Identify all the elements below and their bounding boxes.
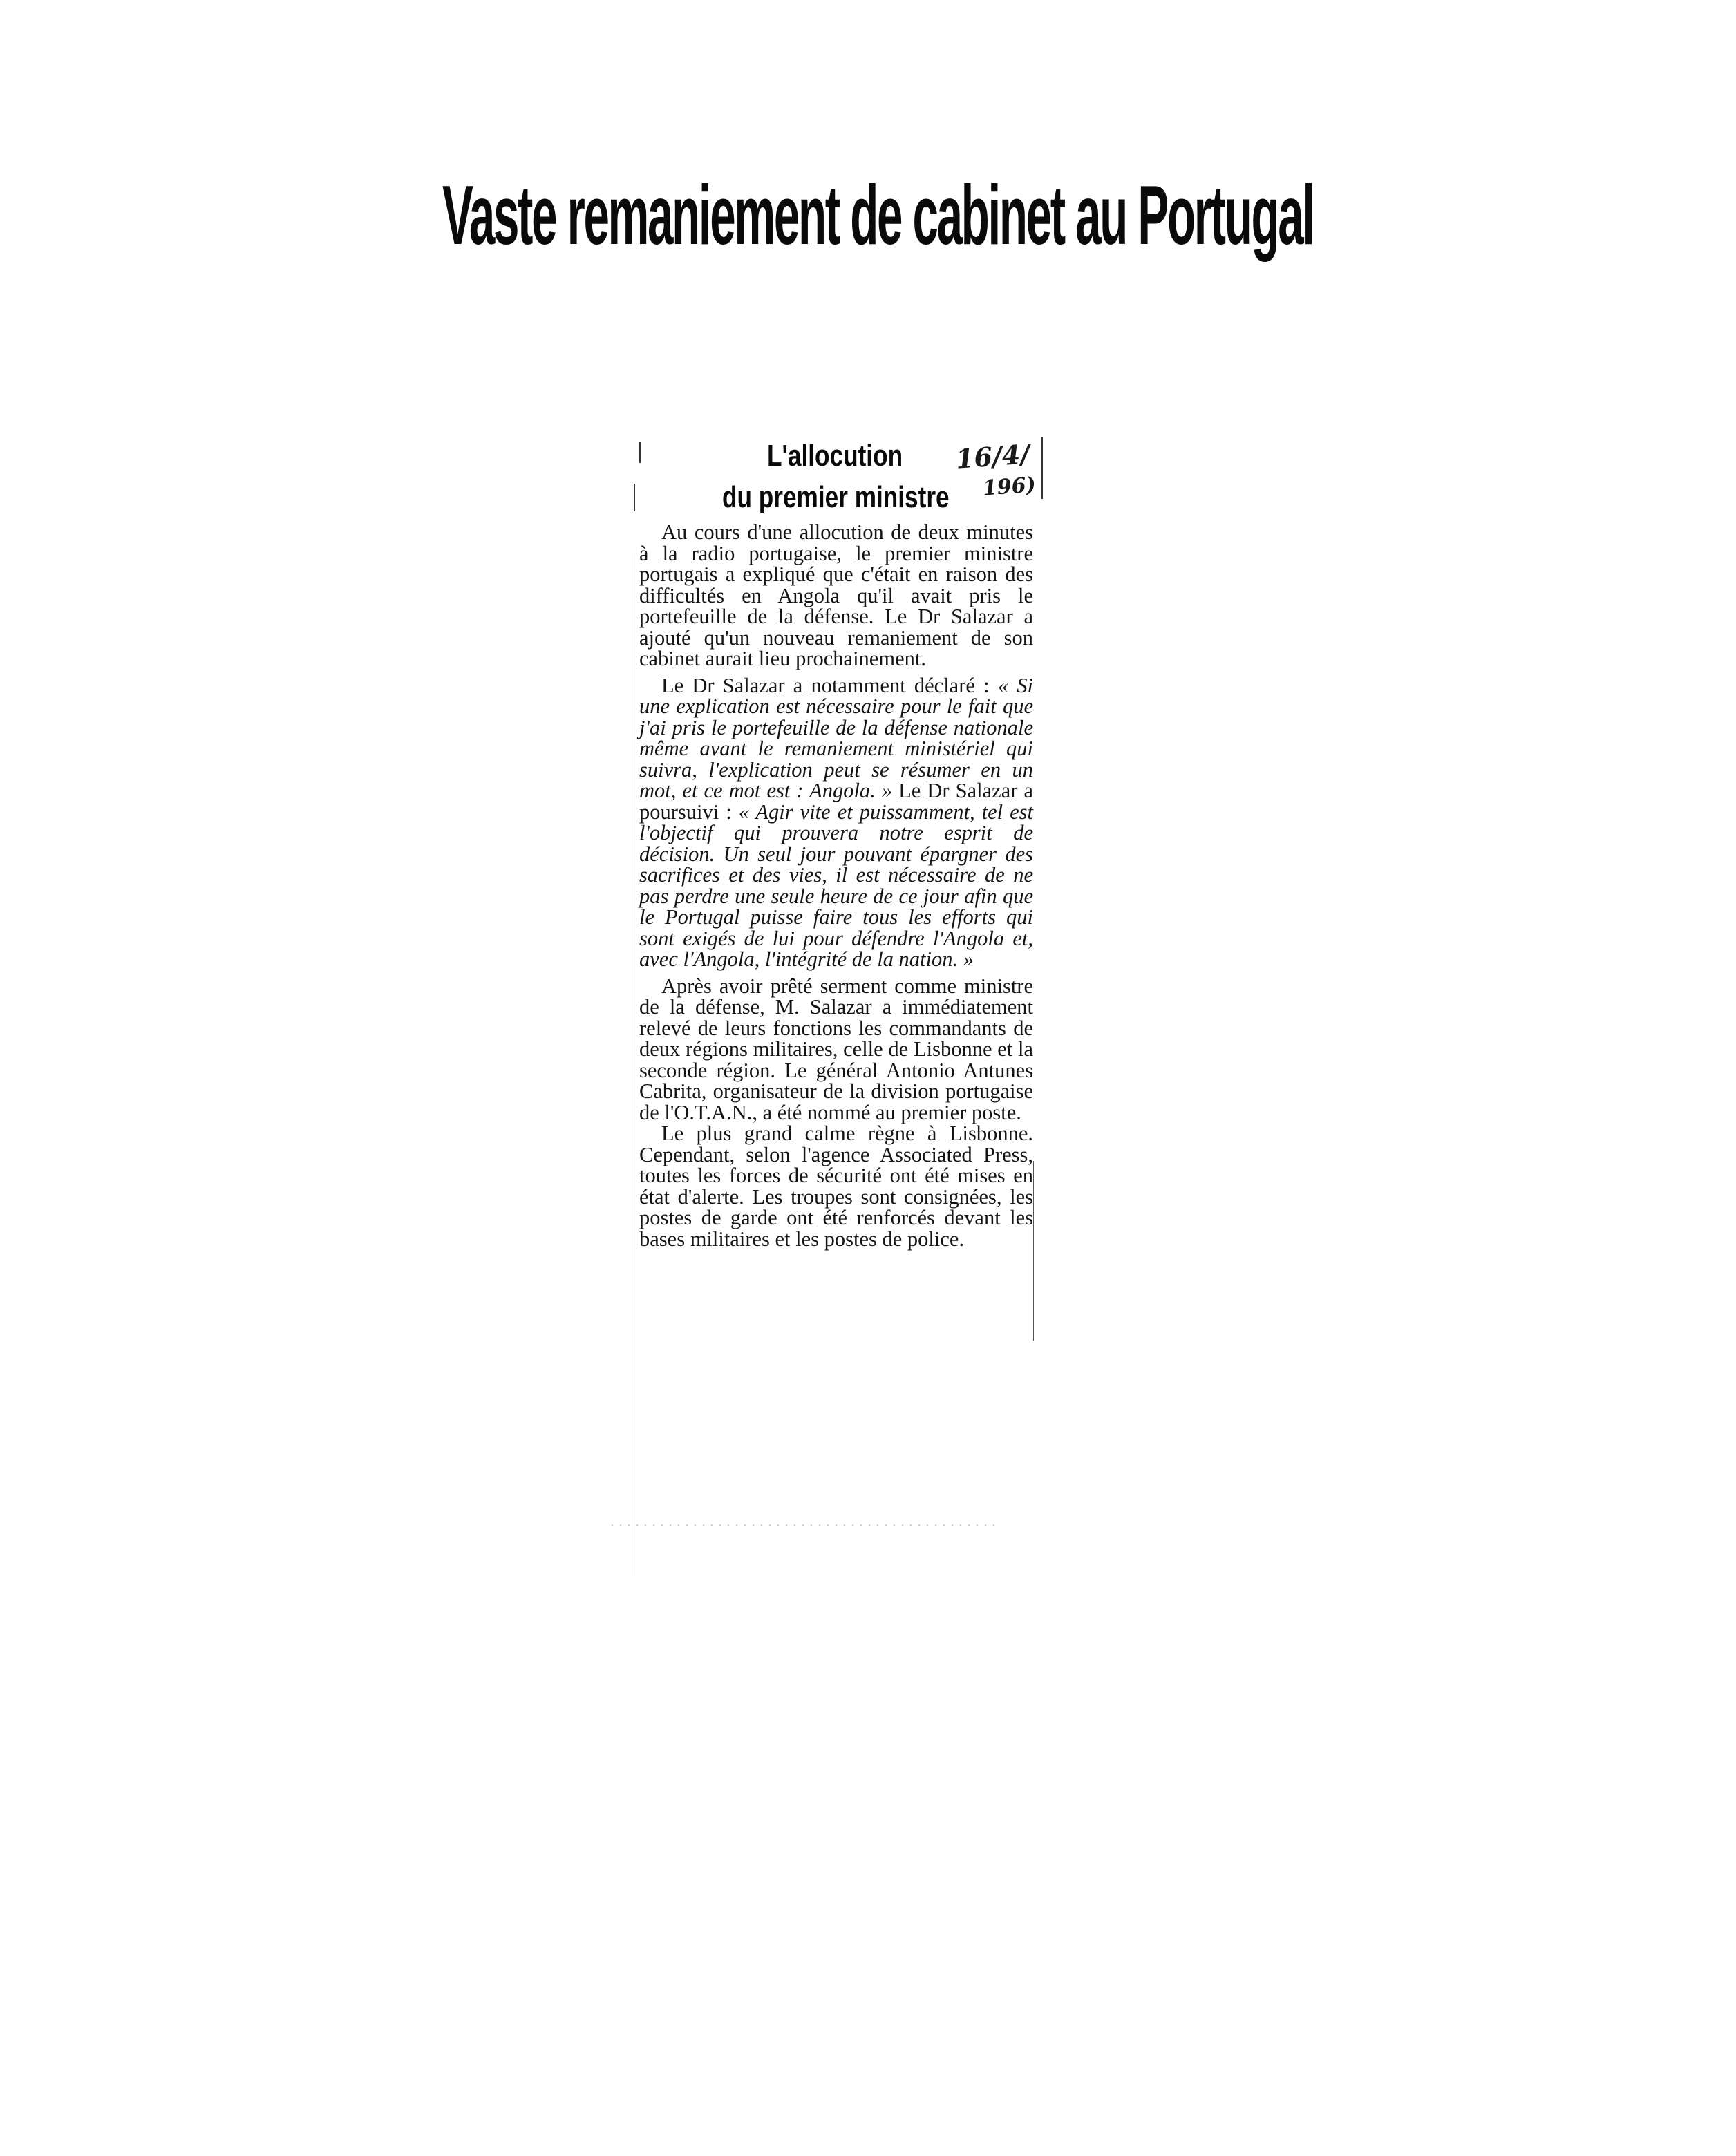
column-rule (639, 442, 641, 463)
paragraph-2-intro: Le Dr Salazar a notamment déclaré : (661, 673, 998, 697)
handwritten-year: 196) (981, 473, 1037, 501)
headline: Vaste remaniement de cabinet au Portugal (442, 167, 1314, 263)
news-clipping (619, 428, 1047, 1548)
quote-1: « Si une explication est nécessaire pour le fait que j'ai pris le portefeuille de la défense nationale même avant le remaniement ministériel qui suivra, l'explication peut se résumer en un mot, et ce mot est : Angola. » (639, 673, 1033, 802)
paragraph-2 (639, 675, 1033, 970)
column-rule (1041, 437, 1043, 499)
article-body (639, 522, 1033, 1255)
paragraph-1: Au cours d'une allocution de deux minutes à la radio portugaise, le premier ministre portugais a expliqué que c'était en raison des difficultés en Angola qu'il avait pris le portefeuille de la défense. Le Dr Salazar a ajouté qu'un nouveau remaniement de son cabinet aurait lieu prochainement. (639, 520, 1033, 670)
scan-specks (608, 1524, 995, 1526)
paragraph-2-mid: Le Dr Salazar a poursuivi : (639, 779, 1033, 824)
column-rule (634, 484, 635, 511)
paragraph-4: Le plus grand calme règne à Lisbonne. Cependant, selon l'agence Associated Press, toutes les forces de sécurité ont été mises en état d'alerte. Les troupes sont consignées, les postes de garde ont été renforcés devant les bases militaires et les postes de police. (639, 1122, 1033, 1251)
column-rule (1033, 1161, 1034, 1341)
quote-2: « Agir vite et puissamment, tel est l'objectif qui prouvera notre esprit de décision. Un seul jour pouvant épargner des sacrifices et des vies, il est nécessaire de ne pas perdre une seule heure de ce jour afin que le Portugal puisse faire tous les efforts qui sont exigés de lui pour défendre l'Angola et, avec l'Angola, l'intégrité de la nation. » (639, 800, 1033, 971)
subhead-line-2: du premier ministre (722, 480, 950, 514)
subhead-line-1: L'allocution (767, 439, 903, 473)
handwritten-date: 16/4/ (954, 438, 1031, 475)
subhead (619, 428, 1047, 518)
paragraph-3: Après avoir prêté serment comme ministre de la défense, M. Salazar a immédiatement relevé de leurs fonctions les commandants de deux régions militaires, celle de Lisbonne et la seconde région. Le général Antonio Antunes Cabrita, organisateur de la division portugaise de l'O.T.A.N., a été nommé au premier poste. (639, 974, 1033, 1124)
